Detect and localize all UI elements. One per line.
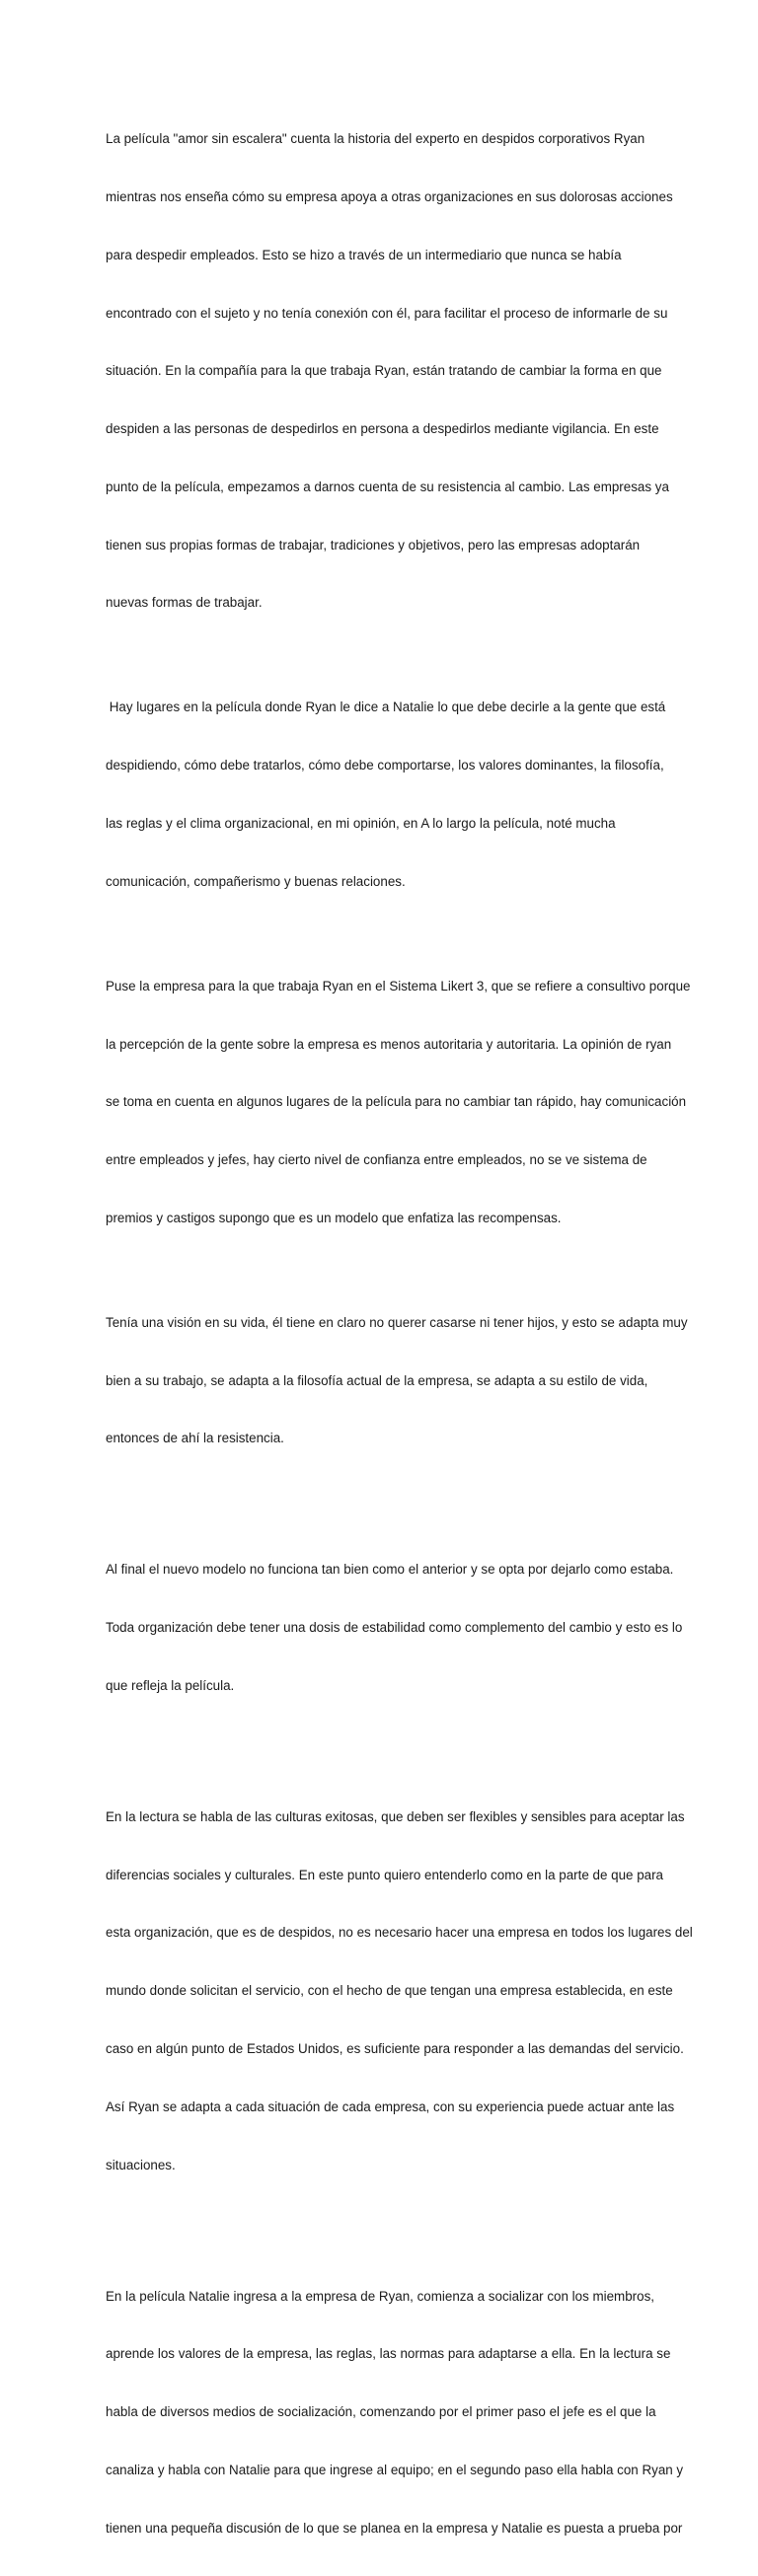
text-line: despiden a las personas de despedirlos en persona a despedirlos mediante vigilancia. En este bbox=[106, 421, 659, 437]
text-line: nuevas formas de trabajar. bbox=[106, 595, 263, 611]
text-line: entre empleados y jefes, hay cierto nivel de confianza entre empleados, no se ve sistema de bbox=[106, 1152, 647, 1168]
text-line: mientras nos enseña cómo su empresa apoya a otras organizaciones en sus dolorosas acciones bbox=[106, 188, 673, 204]
text-line: tienen sus propias formas de trabajar, tradiciones y objetivos, pero las empresas adoptarán bbox=[106, 537, 641, 552]
text-line: diferencias sociales y culturales. En este punto quiero entenderlo como en la parte de que para bbox=[106, 1867, 663, 1882]
text-line: canaliza y habla con Natalie para que ingrese al equipo; en el segundo paso ella habla con Ryan y bbox=[106, 2462, 684, 2477]
text-line: las reglas y el clima organizacional, en mi opinión, en A lo largo la película, noté mucha bbox=[106, 815, 616, 831]
paragraph-5 bbox=[106, 1521, 683, 1734]
text-line: situaciones. bbox=[106, 2157, 176, 2172]
text-line: Así Ryan se adapta a cada situación de cada empresa, con su experiencia puede actuar ante las bbox=[106, 2098, 675, 2114]
text-line: bien a su trabajo, se adapta a la filosofía actual de la empresa, se adapta a su estilo de vida, bbox=[106, 1372, 648, 1388]
text-line: La película "amor sin escalera" cuenta la historia del experto en despidos corporativos Ryan bbox=[106, 131, 645, 147]
text-line: la percepción de la gente sobre la empresa es menos autoritaria y autoritaria. La opinión de ryan bbox=[106, 1036, 672, 1052]
text-line: mundo donde solicitan el servicio, con el hecho de que tengan una empresa establecida, en este bbox=[106, 1983, 673, 1999]
text-line: comunicación, compañerismo y buenas relaciones. bbox=[106, 873, 406, 889]
text-line: Hay lugares en la película donde Ryan le dice a Natalie lo que debe decirle a la gente que está bbox=[106, 699, 666, 715]
text-line: punto de la película, empezamos a darnos cuenta de su resistencia al cambio. Las empresas ya bbox=[106, 478, 669, 494]
text-line: encontrado con el sujeto y no tenía conexión con él, para facilitar el proceso de informarle de su bbox=[106, 305, 668, 321]
text-line: aprende los valores de la empresa, las reglas, las normas para adaptarse a ella. En la lectura se bbox=[106, 2346, 671, 2362]
paragraph-3 bbox=[106, 938, 691, 1267]
paragraph-6 bbox=[106, 1769, 693, 2214]
text-line: Tenía una visión en su vida, él tiene en claro no querer casarse ni tener hijos, y esto se adapta muy bbox=[106, 1314, 688, 1330]
text-line: para despedir empleados. Esto se hizo a través de un intermediario que nunca se había bbox=[106, 247, 622, 262]
text-line: Puse la empresa para la que trabaja Ryan en el Sistema Likert 3, que se refiere a consultivo porque bbox=[106, 978, 691, 994]
text-line: habla de diversos medios de socialización, comenzando por el primer paso el jefe es el que la bbox=[106, 2404, 656, 2420]
text-line: despidiendo, cómo debe tratarlos, cómo debe comportarse, los valores dominantes, la filosofía, bbox=[106, 758, 664, 773]
text-line: entonces de ahí la resistencia. bbox=[106, 1431, 284, 1446]
text-line: se toma en cuenta en algunos lugares de la película para no cambiar tan rápido, hay comunicación bbox=[106, 1094, 687, 1110]
paragraph-1 bbox=[106, 91, 673, 651]
text-line: Al final el nuevo modelo no funciona tan bien como el anterior y se opta por dejarlo como estaba. bbox=[106, 1562, 674, 1578]
text-line: En la lectura se habla de las culturas exitosas, que deben ser flexibles y sensibles para aceptar las bbox=[106, 1808, 685, 1824]
text-line: situación. En la compañía para la que trabaja Ryan, están tratando de cambiar la forma en que bbox=[106, 363, 662, 379]
text-line: En la película Natalie ingresa a la empresa de Ryan, comienza a socializar con los miembros, bbox=[106, 2288, 654, 2304]
paragraph-4 bbox=[106, 1275, 688, 1488]
document-body bbox=[106, 91, 693, 2576]
text-line: que refleja la película. bbox=[106, 1677, 235, 1693]
paragraph-2 bbox=[106, 659, 666, 929]
text-line: premios y castigos supongo que es un modelo que enfatiza las recompensas. bbox=[106, 1210, 562, 1225]
paragraph-7 bbox=[106, 2247, 684, 2576]
text-line: esta organización, que es de despidos, no es necesario hacer una empresa en todos los lugares del bbox=[106, 1925, 693, 1941]
text-line: tienen una pequeña discusión de lo que se planea en la empresa y Natalie es puesta a prueba por bbox=[106, 2520, 683, 2536]
text-line: Toda organización debe tener una dosis de estabilidad como complemento del cambio y esto es lo bbox=[106, 1620, 683, 1636]
text-line: caso en algún punto de Estados Unidos, es suficiente para responder a las demandas del servicio. bbox=[106, 2041, 684, 2056]
